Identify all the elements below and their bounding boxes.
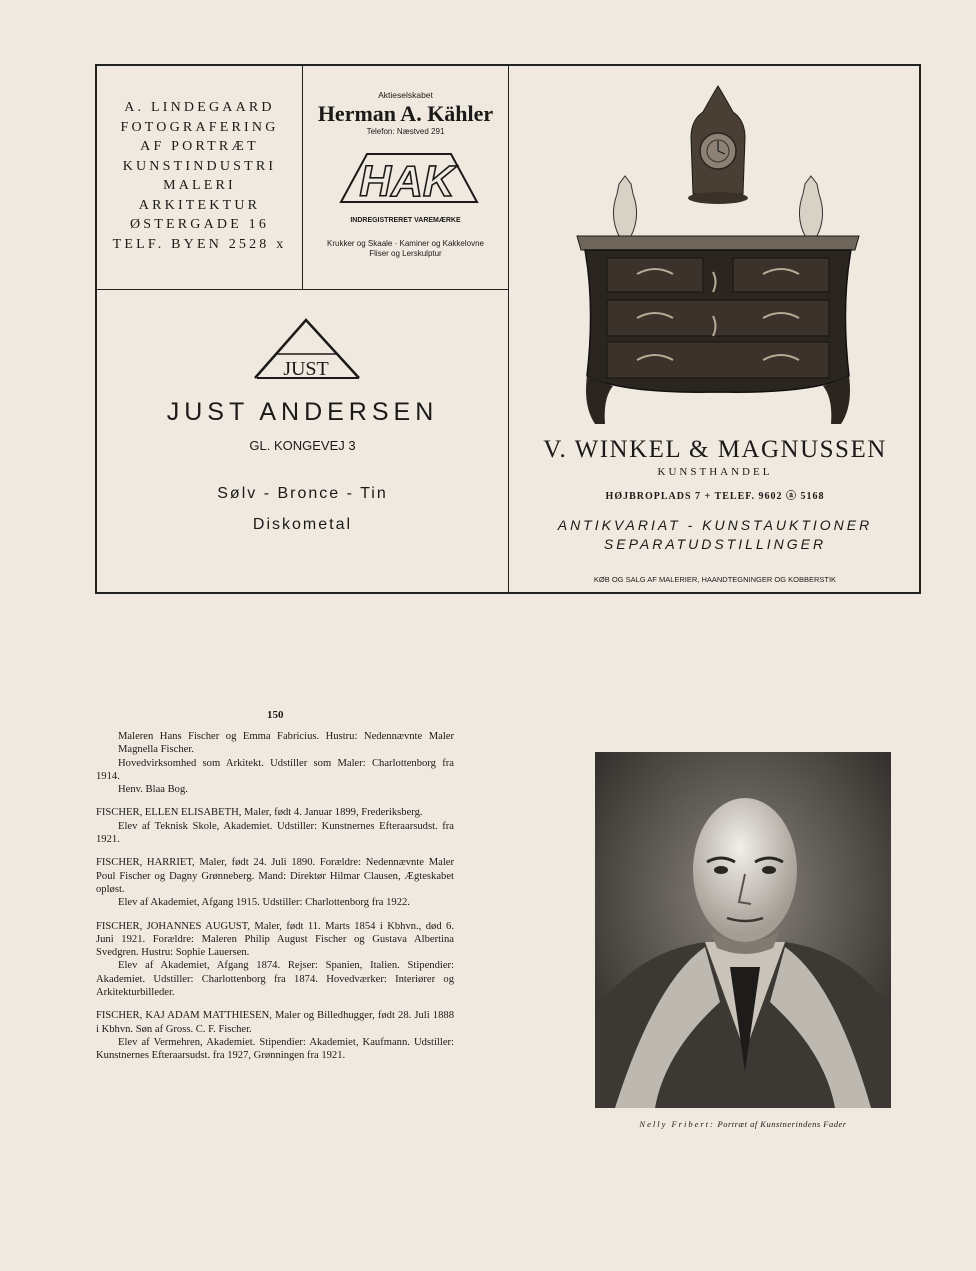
kahler-products-1: Krukker og Skaale · Kaminer og Kakkelovne — [327, 239, 484, 248]
hak-logo-text: HAK — [359, 157, 455, 206]
kahler-name: Herman A. Kähler — [317, 101, 494, 126]
advertisement-panel — [95, 64, 921, 594]
entry-head: FISCHER, KAJ ADAM MATTHIESEN, Maler og Billedhugger, født 28. Juli 1888 i Kbhvn. Søn af Gross. C. F. Fischer. — [96, 1010, 454, 1035]
entry-body: Elev af Akademiet, Afgang 1874. Rejser: Spanien, Italien. Stipendier: Akademiet. Udstiller: Charlottenborg fra 1874. Hovedværker: Interiører og Arkitekturbilleder. — [96, 960, 454, 999]
kahler-products-2: Fliser og Lerskulptur — [369, 249, 442, 258]
entry-head: FISCHER, HARRIET, Maler, født 24. Juli 1890. Forældre: Nedennævnte Maler Poul Fischer og Dagny Grønneberg. Mand: Direktør Hilmar Clausen, Ægteskabet opløst. — [96, 857, 454, 895]
winkel-name: V. WINKEL & MAGNUSSEN — [543, 436, 887, 463]
entry-body: Elev af Teknisk Skole, Akademiet. Udstiller: Kunstnernes Efteraarsudst. fra 1921. — [96, 820, 454, 846]
caption-artist: Nelly Fribert: — [639, 1119, 715, 1129]
entry-head: FISCHER, JOHANNES AUGUST, Maler, født 11. Marts 1854 i Kbhvn., død 6. Juni 1921. Forældre: Maleren Philip August Fischer og Gustava Albertina Svedgren. Hustru: Sophie Lauersen. — [96, 920, 454, 959]
just-address: GL. KONGEVEJ 3 — [249, 438, 356, 453]
entry-body: Hovedvirksomhed som Arkitekt. Udstiller som Maler: Charlottenborg fra 1914. — [96, 757, 454, 782]
just-logo-icon — [247, 318, 365, 380]
ad-winkel-magnussen — [509, 66, 921, 594]
just-logo-text: JUST — [283, 358, 329, 380]
lindegaard-line: KUNSTINDUSTRI — [122, 158, 277, 174]
just-name: JUST ANDERSEN — [166, 398, 439, 426]
just-diskometal: Diskometal — [252, 516, 353, 533]
kahler-company-type: Aktieselskabet — [378, 90, 433, 100]
entry-head: Maleren Hans Fischer og Emma Fabricius. Hustru: Nedennævnte Maler Magnella Fischer. — [118, 731, 454, 756]
lindegaard-line: A. LINDEGAARD — [124, 100, 275, 115]
lindegaard-line: TELF. BYEN 2528 x — [112, 236, 287, 252]
winkel-services-1: ANTIKVARIAT - KUNSTAUKTIONER — [557, 517, 873, 533]
lindegaard-line: ARKITEKTUR — [138, 197, 261, 213]
just-materials: Sølv - Bronce - Tin — [217, 485, 388, 502]
entry-body: Henv. Blaa Bog. — [118, 784, 188, 796]
entry-body: Elev af Akademiet, Afgang 1915. Udstiller: Charlottenborg fra 1922. — [118, 897, 410, 909]
entry-body: Elev af Vermehren, Akademiet. Stipendier: Akademiet, Kaufmann. Udstiller: Kunstnernes Efteraarsudst. fra 1927, Grønningen fra 1921. — [96, 1036, 454, 1062]
ad-kahler — [303, 66, 509, 290]
winkel-subtitle: KUNSTHANDEL — [657, 466, 773, 478]
lindegaard-line: FOTOGRAFERING — [120, 119, 279, 135]
ad-lindegaard — [97, 66, 303, 290]
entry-head: FISCHER, ELLEN ELISABETH, Maler, født 4. Januar 1899, Frederiksberg. — [96, 807, 423, 819]
hak-logo-icon — [329, 144, 483, 208]
winkel-address: HØJBROPLADS 7 + TELEF. 9602 ⓐ 5168 — [605, 491, 825, 502]
portrait-painting — [595, 752, 891, 1108]
kahler-trademark: INDREGISTRERET VAREMÆRKE — [350, 217, 461, 224]
page-number: 150 — [267, 709, 284, 721]
ad-just-andersen — [97, 290, 509, 594]
lindegaard-line: MALERI — [163, 178, 236, 193]
winkel-footer: KØB OG SALG AF MALERIER, HAANDTEGNINGER OG KOBBERSTIK — [593, 575, 837, 584]
kahler-phone: Telefon: Næstved 291 — [366, 127, 445, 136]
winkel-services-2: SEPARATUDSTILLINGER — [603, 536, 827, 552]
biography-column — [96, 730, 454, 1063]
portrait-caption — [595, 1119, 891, 1129]
caption-title: Portræt af Kunstnerindens Fader — [717, 1119, 847, 1129]
commode-image — [573, 76, 863, 428]
lindegaard-line: ØSTERGADE 16 — [129, 217, 270, 232]
lindegaard-line: AF PORTRÆT — [140, 139, 259, 154]
